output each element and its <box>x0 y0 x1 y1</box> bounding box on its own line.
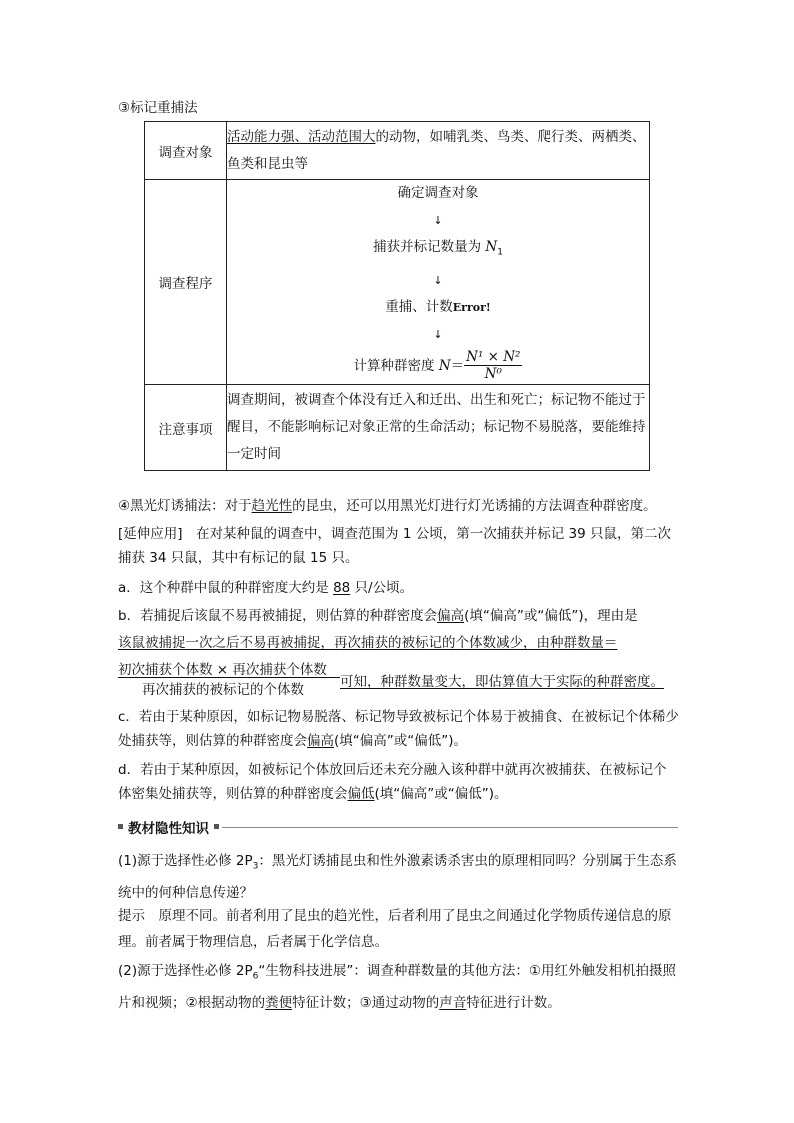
fraction-denominator: 再次捕获的被标记的个体数 <box>142 682 304 698</box>
text: (填“偏高”或“偏低”)。 <box>374 786 508 802</box>
text: 的昆虫，还可以用黑光灯进行灯光诱捕的方法调查种群密度。 <box>292 498 657 514</box>
text: ④黑光灯诱捕法：对于 <box>118 498 252 514</box>
section-divider <box>118 820 678 837</box>
var-n: N <box>438 357 451 374</box>
question-b-conclusion: 可知，种群数量变大，即估算值大于实际的种群密度。 <box>340 674 664 690</box>
density-fraction <box>464 349 522 382</box>
text: 特征计数；③通过动物的 <box>292 994 440 1011</box>
divider-line <box>222 827 678 828</box>
question-b-reason: 该鼠被捕捉一次之后不易再被捕捉，再次捕获的被标记的个体数减少，由种群数量＝ <box>118 635 618 651</box>
row-head-notes: 注意事项 <box>145 385 227 471</box>
text: b．若捕捉后该鼠不易再被捕捉，则估算的种群密度会 <box>118 608 438 624</box>
extension-tag: [延伸应用] <box>118 526 183 542</box>
method-table <box>144 121 650 471</box>
fraction-denominator: N⁰ <box>484 366 502 383</box>
subscript: 3 <box>252 861 259 872</box>
subscript: 6 <box>252 971 259 982</box>
answer: 粪便 <box>265 994 293 1011</box>
body-text: 的动物，如哺乳类、鸟类、爬行类、两栖类、鱼类和昆虫等 <box>227 128 646 172</box>
extension-text: 在对某种鼠的调查中，调查范围为 1 公顷，第一次捕获并标记 39 只鼠，第二次捕获 34 只鼠，其中有标记的鼠 15 只。 <box>118 526 671 566</box>
row-head-object: 调查对象 <box>145 122 227 180</box>
text: (填“偏高”或“偏低”)。 <box>334 733 468 749</box>
answer: 88 <box>333 580 351 596</box>
step-4 <box>227 348 649 384</box>
answer: 偏高 <box>437 608 465 624</box>
text: (填“偏高”或“偏低”)，理由是 <box>464 608 638 624</box>
down-arrow-icon: ↓ <box>433 327 443 341</box>
answer: 声音 <box>439 994 467 1011</box>
underlined-text: 活动能力强、活动范围大 <box>227 128 376 145</box>
text: (1)源于选择性必修 2P <box>118 853 253 869</box>
procedure-flow <box>227 180 650 385</box>
text: c．若由于某种原因，如标记物易脱落、标记物导致被标记个体易于被捕食、在被标记个体稀少处捕获等，则估算的种群密度会 <box>118 709 679 749</box>
step-2-text: 捕获并标记数量为 <box>373 239 482 256</box>
table-row <box>145 180 650 385</box>
down-arrow-icon: ↓ <box>433 214 443 228</box>
answer: 偏低 <box>347 786 375 802</box>
question-d <box>118 758 680 806</box>
answer: 偏高 <box>307 733 334 749</box>
table-row <box>145 385 650 471</box>
fraction-numerator: 初次捕获个体数 × 再次捕获个体数 <box>118 662 327 678</box>
paragraph-black-light <box>118 496 680 516</box>
square-icon <box>214 824 219 829</box>
square-icon <box>118 824 123 829</box>
equals: ＝ <box>450 357 465 374</box>
extension-paragraph <box>118 522 680 570</box>
knowledge-2 <box>118 958 680 1016</box>
step-3-text: 重捕、计数 <box>385 298 453 315</box>
row-head-procedure: 调查程序 <box>145 180 227 385</box>
step-3 <box>227 294 649 321</box>
table-row <box>145 122 650 180</box>
var-sub: 1 <box>497 247 503 258</box>
population-fraction <box>118 658 680 702</box>
underlined-text: 趋光性 <box>251 498 293 514</box>
knowledge-1-answer: 提示 原理不同。前者利用了昆虫的趋光性，后者利用了昆虫之间通过化学物质传递信息的原理。前者属于物理信息，后者属于化学信息。 <box>118 908 672 950</box>
fraction-numerator: N¹ × N² <box>466 349 521 366</box>
section-heading: ③标记重捕法 <box>118 100 198 116</box>
text: 特征进行计数。 <box>466 994 561 1011</box>
question-b <box>118 606 680 626</box>
section-title: 教材隐性知识 <box>128 821 209 837</box>
text: a．这个种群中鼠的种群密度大约是 <box>118 580 334 596</box>
step-1: 确定调查对象 <box>397 185 479 202</box>
step-4-text: 计算种群密度 <box>353 357 435 374</box>
question-c <box>118 705 680 753</box>
knowledge-1 <box>118 848 680 906</box>
step-2 <box>227 234 649 267</box>
row-body-object <box>227 122 650 180</box>
row-body-notes: 调查期间，被调查个体没有迁入和迁出、出生和死亡；标记物不能过于醒目，不能影响标记对象正常的生命活动；标记物不易脱落，要能维持一定时间 <box>227 385 650 471</box>
error-text: Error! <box>452 300 491 314</box>
question-a <box>118 578 680 598</box>
var-n: N <box>485 239 498 256</box>
text: 只/公顷。 <box>350 580 414 596</box>
text: d．若由于某种原因，如被标记个体放回后还未充分融入该种群中就再次被捕获、在被标记个体密集处捕获等，则估算的种群密度会 <box>118 762 667 802</box>
down-arrow-icon: ↓ <box>433 273 443 287</box>
text: ：黑光灯诱捕昆虫和性外激素诱杀害虫的原理相同吗？分别属于生态系统中的何种信息传递？ <box>118 853 677 901</box>
text: “生物科技进展”：调查种群数量的其他方法：①用红外触发相机拍摄照片和视频；②根据动物的 <box>118 963 676 1011</box>
text: (2)源于选择性必修 2P <box>118 963 253 979</box>
